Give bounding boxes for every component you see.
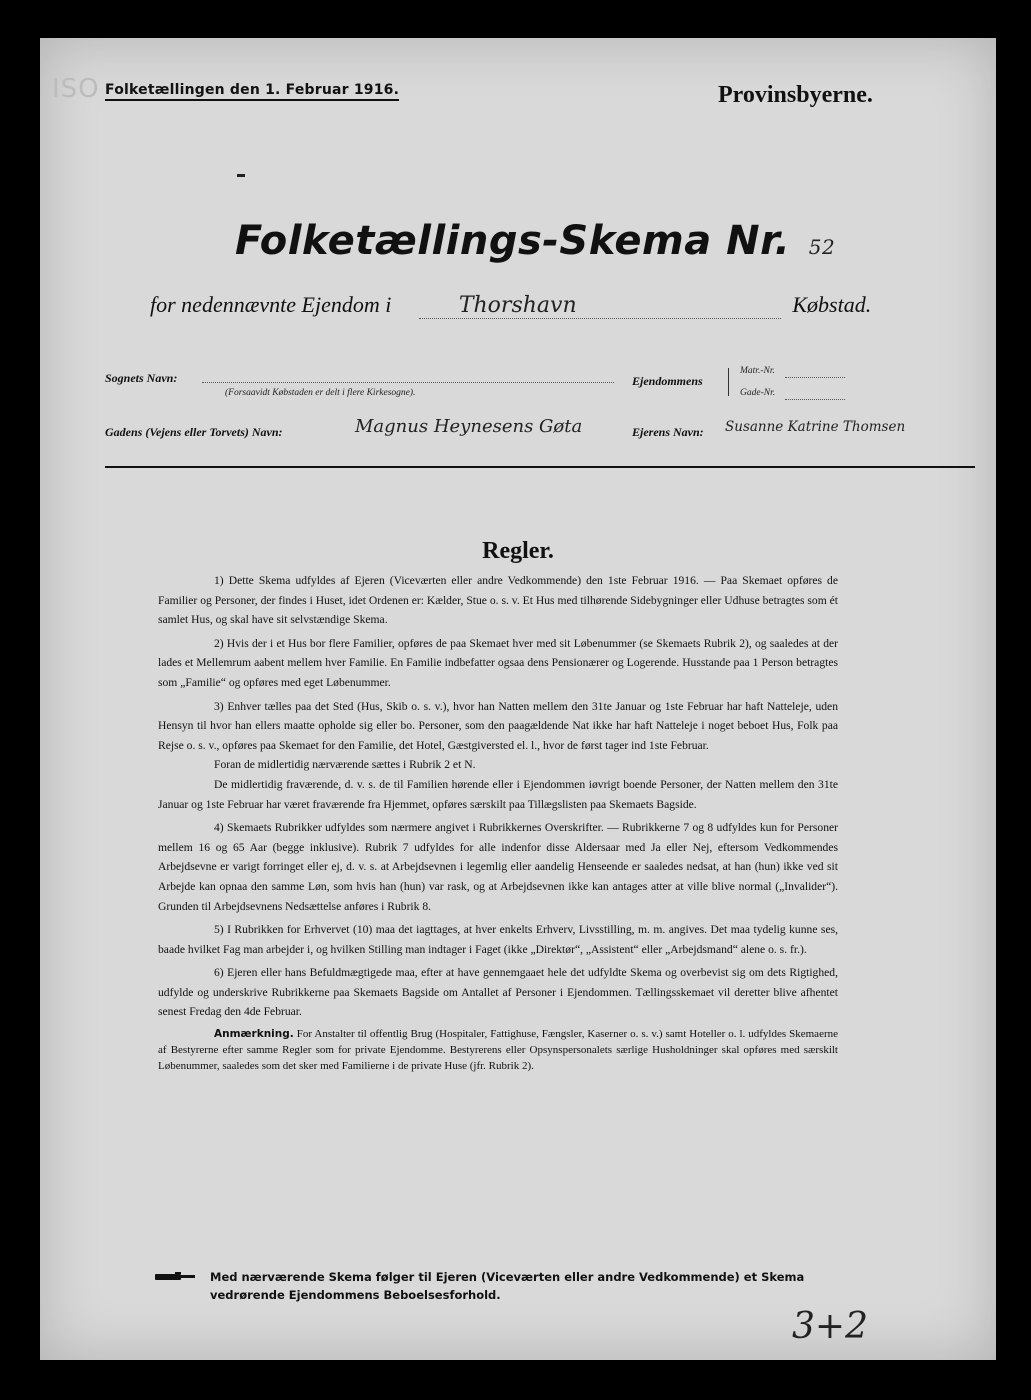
census-form-page xyxy=(40,38,996,1360)
parish-note: (Forsaavidt Købstaden er delt i flere Kirkesogne). xyxy=(225,388,416,398)
remark xyxy=(158,1026,838,1074)
rule-3-note-n: Foran de midlertidig nærværende sættes i Rubrik 2 et N. xyxy=(214,758,476,772)
rule-2: 2) Hvis der i et Hus bor flere Familier, opføres de paa Skemaet hver med sit Løbenummer (se Skemaets Rubrik 2), og saaledes at der lades et Mellemrum aabent mellem hver Familie. En Familie indbefatter ogsaa dens Pensionærer og Logerende. Husstande paa 1 Person betragtes som „Familie“ og opføres med eget Løbenummer. xyxy=(158,636,838,689)
archive-stamp: ISO xyxy=(52,74,100,104)
rule-5: 5) I Rubrikken for Erhvervet (10) maa det iagttages, at hver enkelts Erhverv, Livsstilling, m. m. angives. Det maa tydelig kunne ses, baade hvilket Fag man arbejder i, og hvilken Stilling man indtager i Faget (ikke „Direktør“, „Assistent“ eller „Arbejdsmand“ alene o. s. fr.). xyxy=(158,923,838,956)
remark-label: Anmærkning. xyxy=(214,1028,294,1041)
owner-label: Ejerens Navn: xyxy=(632,425,704,439)
rules-body xyxy=(158,571,838,1074)
street-number-field xyxy=(785,399,845,400)
rule-3: 3) Enhver tælles paa det Sted (Hus, Skib o. s. v.), hvor han Natten mellem den 31te Januar og 1ste Februar har haft Natteleje, uden Hensyn til hvor han ellers maatte opholde sig eller bo. Personer, som den paagældende Nat ikke har haft Natteleje i noget beboet Hus, Folk paa Rejse o. s. v., opføres paa Skemaet for den Familie, det Hotel, Gæstgiversted el. l., hvor de først tager ind 1ste Februar. xyxy=(158,699,838,752)
rules-heading: Regler. xyxy=(482,538,554,564)
property-line-prefix: for nedennævnte Ejendom i xyxy=(150,292,392,317)
owner-name-value: Susanne Katrine Thomsen xyxy=(725,419,906,435)
rule-1: 1) Dette Skema udfyldes af Ejeren (Viceværten eller andre Vedkommende) den 1ste Februar 1916. — Paa Skemaet opføres de Familier og Personer, der findes i Huset, idet Ordenen er: Kælder, Stue o. s. v. Et Hus med tilhørende Sidebygninger eller Udhuse betragtes som ét samlet Hus, og skal have sit selvstændige Skema. xyxy=(158,574,838,627)
form-title xyxy=(235,218,835,264)
city-name-field: Thorshavn xyxy=(419,293,781,319)
rule-4: 4) Skemaets Rubrikker udfyldes som nærmere angivet i Rubrikkernes Overskrifter. — Rubrikkerne 7 og 8 udfyldes kun for Personer mellem 16 og 65 Aar (begge inklusive). Rubrik 7 udfyldes for alle indenfor disse Aldersaar med Ja eller Nej, eftersom Vedkommendes Arbejdsevne er varigt forringet eller ej, d. v. s. at Arbejdsevnen i legemlig eller aandelig Henseende er saaledes nedsat, at han (hun) ikke ved sit Arbejde kan opnaa den samme Løn, som hvis han (hun) var rask, og at Arbejdsevnen ikke kan antages atter at ville blive normal („Invalider“). Grunden til Arbejdsevnens Nedsættelse anføres i Rubrik 8. xyxy=(158,821,838,913)
matr-label: Matr.-Nr. xyxy=(740,366,775,376)
footer-note: Med nærværende Skema følger til Ejeren (Viceværten eller andre Vedkommende) et Skema vedrørende Ejendommens Beboelsesforhold. xyxy=(210,1270,805,1302)
parish-field xyxy=(202,382,614,383)
property-label: Ejendommens xyxy=(632,374,703,388)
remark-text: For Anstalter til offentlig Brug (Hospitaler, Fattighuse, Fængsler, Kaserner o. s. v.) samt Hoteller o. l. udfyldes Skemaerne af Bestyrerne efter samme Regler som for private Ejendomme. Bestyrerens eller Opsynspersonalets særlige Husholdninger skal opføres med særskilt Løbenummer, saaledes som det sker med Familierne i de private Huse (jfr. Rubrik 2). xyxy=(158,1028,838,1073)
rule-3-absent: De midlertidig fraværende, d. v. s. de til Familien hørende eller i Ejendommen iøvrigt boende Personer, der Natten mellem den 31te Januar og 1ste Februar har været fraværende fra Hjemmet, opføres særskilt paa Tillægslisten paa Skemaets Bagside. xyxy=(158,777,838,811)
pointing-hand-icon xyxy=(155,1272,197,1282)
property-line xyxy=(150,292,871,319)
street-label: Gadens (Vejens eller Torvets) Navn: xyxy=(105,425,283,439)
page-number: 3+2 xyxy=(792,1306,868,1347)
form-title-text: Folketællings-Skema Nr. xyxy=(235,218,791,264)
region-header: Provinsbyerne. xyxy=(718,82,873,108)
dash-mark xyxy=(237,174,245,177)
form-number: 52 xyxy=(808,235,836,259)
brace-mark xyxy=(728,368,729,396)
rule-6: 6) Ejeren eller hans Befuldmægtigede maa, efter at have gennemgaaet hele det udfyldte Skema og overbevist sig om dets Rigtighed, udfylde og underskrive Rubrikkerne paa Skemaets Bagside om Antallet af Personer i Ejendommen. Tællingsskemaet vil deretter blive afhentet senest Fredag den 4de Februar. xyxy=(158,966,838,1019)
street-number-label: Gade-Nr. xyxy=(740,388,776,398)
property-line-suffix: Købstad. xyxy=(792,292,872,317)
divider-rule xyxy=(105,466,975,468)
census-date-header: Folketællingen den 1. Februar 1916. xyxy=(105,82,399,101)
matr-field xyxy=(785,377,845,378)
parish-label: Sognets Navn: xyxy=(105,371,178,385)
street-name-value: Magnus Heynesens Gøta xyxy=(355,416,583,437)
